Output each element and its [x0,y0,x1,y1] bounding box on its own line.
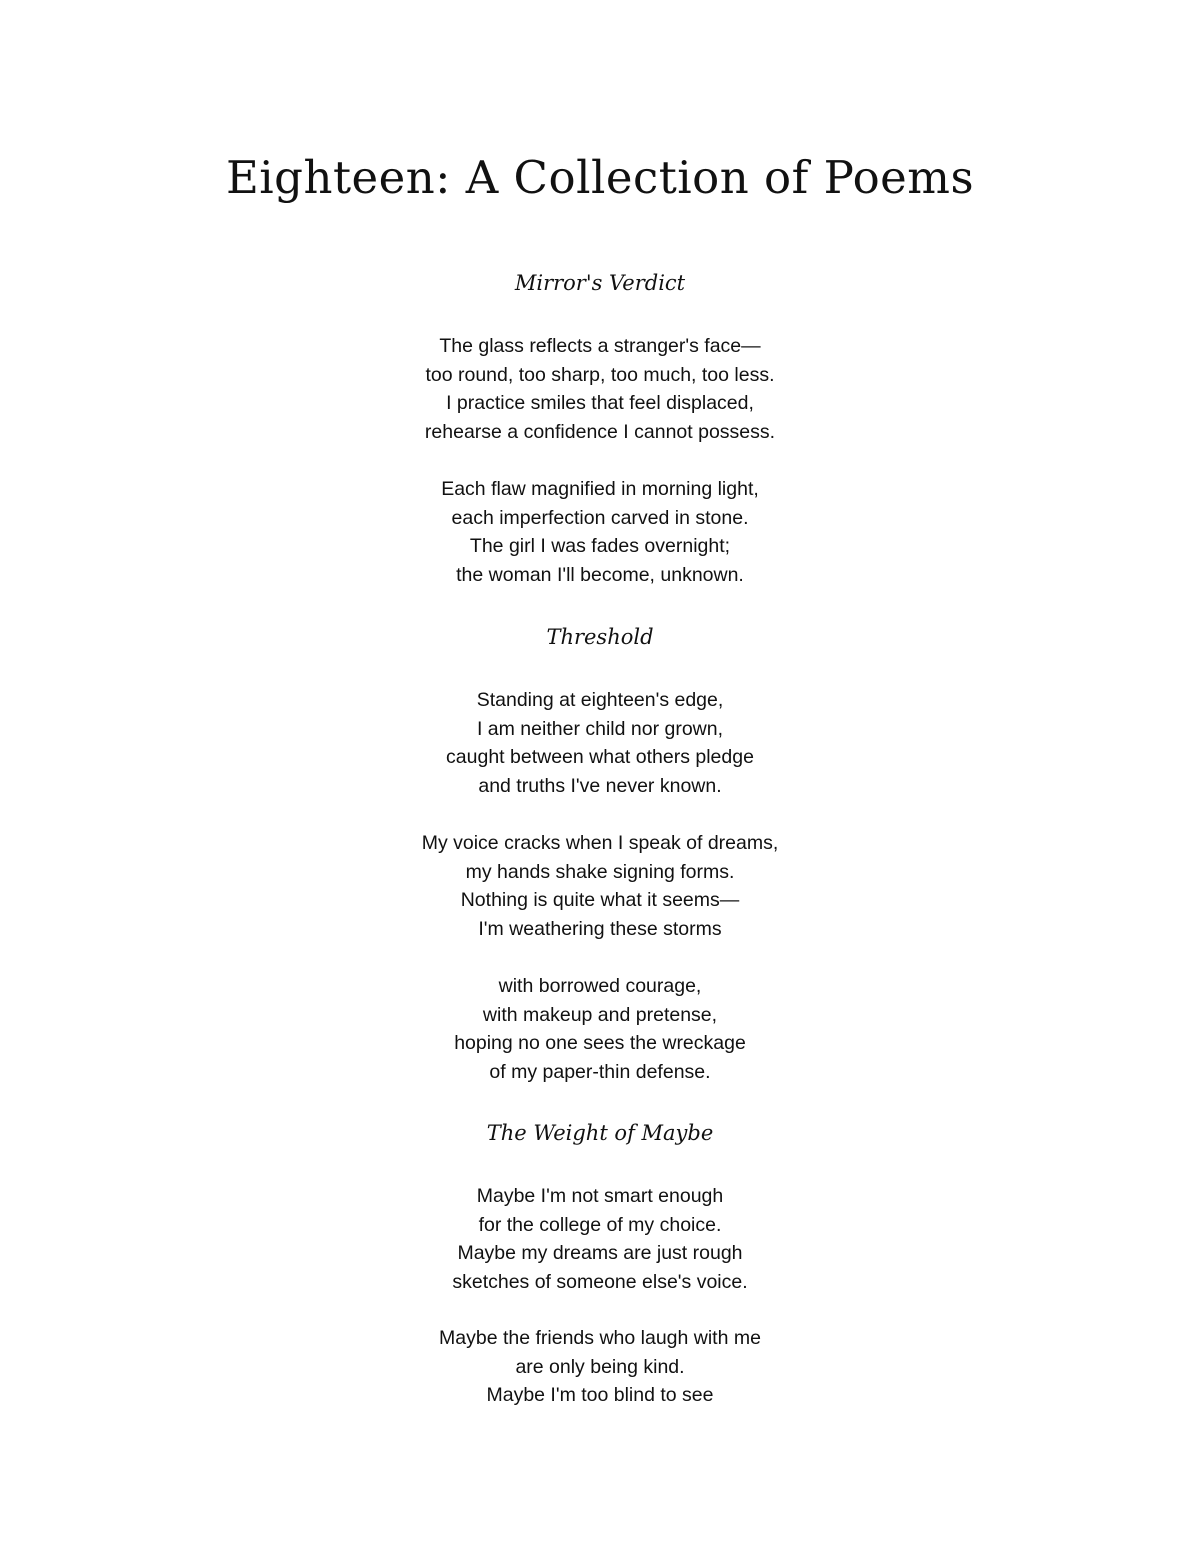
poem-line: are only being kind. [515,1355,685,1378]
poem-line: of my paper-thin defense. [489,1060,711,1083]
poem-line: The girl I was fades overnight; [469,535,731,557]
poem-line: with makeup and pretense, [482,1003,718,1026]
poem-line: Maybe the friends who laugh with me [439,1327,761,1349]
poem-line: each imperfection carved in stone. [451,506,749,529]
poem-title-threshold: Threshold [546,625,654,649]
poem-line: Maybe I'm too blind to see [486,1384,714,1406]
poem-line: The glass reflects a stranger's face— [439,335,761,357]
poem-line: hoping no one sees the wreckage [454,1032,746,1054]
poem-line: Each flaw magnified in morning light, [441,478,759,500]
stanza [0,972,1200,1086]
poem-line: Maybe my dreams are just rough [457,1242,743,1264]
stanza [0,475,1200,589]
poem-line: Maybe I'm not smart enough [476,1185,724,1207]
poem-line: rehearse a confidence I cannot possess. [424,420,776,443]
poem-line: my hands shake signing forms. [465,860,735,883]
poem-line: for the college of my choice. [478,1213,722,1236]
poem-line: Nothing is quite what it seems— [460,889,740,911]
poem-line: sketches of someone else's voice. [452,1270,748,1293]
poem-line: I'm weathering these storms [478,917,722,940]
stanza [0,686,1200,800]
stanza [0,332,1200,446]
poem-title-mirrors-verdict: Mirror's Verdict [514,271,686,295]
poem-line: caught between what others pledge [446,746,754,768]
stanza [0,1324,1200,1410]
poem-line: too round, too sharp, too much, too less. [425,363,775,386]
poem-title-the-weight-of-maybe: The Weight of Maybe [486,1121,714,1145]
poem-line: I am neither child nor grown, [476,717,724,740]
poem-line: My voice cracks when I speak of dreams, [421,832,779,854]
stanza [0,1182,1200,1296]
poem-line: with borrowed courage, [498,975,702,997]
poem-line: Standing at eighteen's edge, [476,689,724,711]
poem-line: the woman I'll become, unknown. [456,563,744,586]
document-title: Eighteen: A Collection of Poems [225,151,975,204]
stanza [0,829,1200,943]
poem-line: I practice smiles that feel displaced, [446,392,754,414]
poem-line: and truths I've never known. [478,774,722,797]
